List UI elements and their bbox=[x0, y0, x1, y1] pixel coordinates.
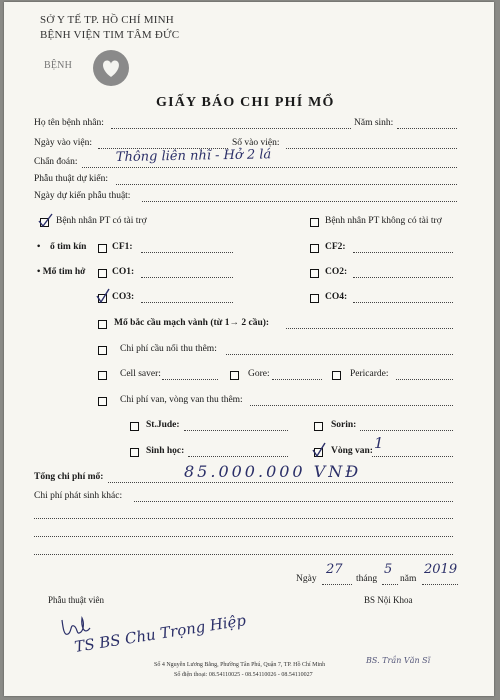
day-field[interactable] bbox=[322, 584, 352, 585]
gore-checkbox[interactable] bbox=[230, 371, 239, 380]
faded-hospital-label: BỆNH bbox=[44, 60, 73, 71]
co3-label: CO3: bbox=[112, 292, 135, 302]
gore-field[interactable] bbox=[272, 379, 322, 380]
co2-field[interactable] bbox=[353, 277, 453, 278]
cf1-field[interactable] bbox=[141, 252, 233, 253]
not-sponsored-checkbox[interactable] bbox=[310, 218, 319, 227]
extra-cost-line-2[interactable] bbox=[34, 518, 453, 519]
extra-cost-label: Chi phí phát sinh khác: bbox=[34, 491, 123, 501]
footer-address: Số 4 Nguyễn Lương Bằng, Phường Tân Phú, Quận 7, TP. Hồ Chí Minh bbox=[154, 662, 326, 668]
dept-name: SỞ Y TẾ TP. HỒ CHÍ MINH bbox=[40, 14, 174, 26]
conduit-field[interactable] bbox=[226, 354, 453, 355]
co3-field[interactable] bbox=[141, 302, 233, 303]
patient-name-field[interactable] bbox=[111, 128, 351, 129]
year-value: 2019 bbox=[424, 562, 458, 577]
co2-checkbox[interactable] bbox=[310, 269, 319, 278]
total-cost-value: 85.000.000 VNĐ bbox=[184, 462, 362, 481]
extra-cost-field[interactable] bbox=[134, 501, 453, 502]
valve-extra-field[interactable] bbox=[250, 405, 453, 406]
form-sheet bbox=[4, 2, 494, 696]
closed-heart-bullet: • bbox=[37, 242, 41, 252]
year-field[interactable] bbox=[422, 584, 458, 585]
year-label: năm bbox=[400, 574, 417, 584]
diagnosis-label: Chẩn đoán: bbox=[34, 157, 78, 167]
conduit-label: Chi phí cầu nối thu thêm: bbox=[120, 344, 217, 354]
gore-label: Gore: bbox=[248, 369, 270, 379]
surgery-date-field[interactable] bbox=[142, 201, 457, 202]
pericarde-label: Pericarde: bbox=[350, 369, 389, 379]
month-value: 5 bbox=[384, 562, 393, 577]
bio-valve-checkbox[interactable] bbox=[130, 448, 139, 457]
valve-extra-label: Chi phí van, vòng van thu thêm: bbox=[120, 395, 243, 405]
day-label: Ngày bbox=[296, 574, 317, 584]
birth-year-label: Năm sinh: bbox=[354, 118, 394, 128]
open-heart-label: • Mổ tim hở bbox=[37, 267, 86, 277]
not-sponsored-label: Bệnh nhân PT không có tài trợ bbox=[325, 216, 442, 226]
pericarde-field[interactable] bbox=[396, 379, 453, 380]
bypass-field[interactable] bbox=[286, 328, 453, 329]
cell-saver-checkbox[interactable] bbox=[98, 371, 107, 380]
st-jude-field[interactable] bbox=[184, 430, 288, 431]
pericarde-checkbox[interactable] bbox=[332, 371, 341, 380]
physician-label: BS Nội Khoa bbox=[364, 595, 413, 605]
bio-valve-label: Sinh học: bbox=[146, 446, 185, 456]
diagnosis-field[interactable] bbox=[82, 167, 457, 168]
co2-label: CO2: bbox=[325, 267, 348, 277]
cf2-field[interactable] bbox=[353, 252, 453, 253]
surgeon-name: TS BS Chu Trọng Hiệp bbox=[73, 611, 248, 656]
checkmark-icon bbox=[311, 442, 327, 458]
heart-logo-icon bbox=[92, 49, 130, 87]
surgery-plan-field[interactable] bbox=[116, 184, 457, 185]
extra-cost-line-4[interactable] bbox=[34, 554, 453, 555]
bypass-checkbox[interactable] bbox=[98, 320, 107, 329]
bio-valve-field[interactable] bbox=[188, 456, 288, 457]
physician-name: BS. Trần Văn Sĩ bbox=[366, 656, 431, 665]
month-field[interactable] bbox=[382, 584, 398, 585]
co4-checkbox[interactable] bbox=[310, 294, 319, 303]
total-cost-field[interactable] bbox=[108, 482, 453, 483]
total-cost-label: Tổng chi phí mổ: bbox=[34, 472, 104, 482]
cell-saver-label: Cell saver: bbox=[120, 369, 161, 379]
surgery-plan-label: Phẫu thuật dự kiến: bbox=[34, 174, 109, 184]
cell-saver-field[interactable] bbox=[162, 379, 218, 380]
birth-year-field[interactable] bbox=[397, 128, 457, 129]
checkmark-icon bbox=[95, 288, 111, 304]
st-jude-checkbox[interactable] bbox=[130, 422, 139, 431]
form-title: GIẤY BÁO CHI PHÍ MỔ bbox=[156, 95, 335, 110]
admit-date-label: Ngày vào viện: bbox=[34, 138, 93, 148]
co1-label: CO1: bbox=[112, 267, 135, 277]
day-value: 27 bbox=[326, 562, 343, 577]
admit-number-field[interactable] bbox=[286, 148, 457, 149]
admit-number-label: Số vào viện: bbox=[232, 138, 280, 148]
ring-quantity: 1 bbox=[374, 434, 384, 452]
footer-phone: Số điện thoại: 08.54110025 - 08.54110026 - 08.54110027 bbox=[174, 672, 313, 678]
co1-checkbox[interactable] bbox=[98, 269, 107, 278]
cf1-label: CF1: bbox=[112, 242, 133, 252]
cf2-label: CF2: bbox=[325, 242, 346, 252]
conduit-checkbox[interactable] bbox=[98, 346, 107, 355]
bypass-label: Mổ bắc cầu mạch vành (từ 1→ 2 cầu): bbox=[114, 318, 270, 328]
sorin-checkbox[interactable] bbox=[314, 422, 323, 431]
closed-heart-label: ổ tim kín bbox=[50, 242, 87, 252]
month-label: tháng bbox=[356, 574, 378, 584]
hospital-name: BỆNH VIỆN TIM TÂM ĐỨC bbox=[40, 29, 180, 41]
co4-field[interactable] bbox=[353, 302, 453, 303]
surgeon-label: Phẫu thuật viên bbox=[48, 595, 104, 605]
extra-cost-line-3[interactable] bbox=[34, 536, 453, 537]
surgery-date-label: Ngày dự kiến phẫu thuật: bbox=[34, 191, 131, 201]
cf1-checkbox[interactable] bbox=[98, 244, 107, 253]
st-jude-label: St.Jude: bbox=[146, 420, 180, 430]
ring-label: Vòng van: bbox=[331, 446, 373, 456]
ring-field[interactable] bbox=[372, 456, 453, 457]
valve-extra-checkbox[interactable] bbox=[98, 397, 107, 406]
co1-field[interactable] bbox=[141, 277, 233, 278]
diagnosis-value: Thông liên nhĩ - Hở 2 lá bbox=[115, 147, 272, 165]
sponsored-label: Bệnh nhân PT có tài trợ bbox=[56, 216, 147, 226]
cf2-checkbox[interactable] bbox=[310, 244, 319, 253]
sorin-label: Sorin: bbox=[331, 420, 357, 430]
patient-name-label: Họ tên bệnh nhân: bbox=[34, 118, 104, 128]
sorin-field[interactable] bbox=[360, 430, 453, 431]
co4-label: CO4: bbox=[325, 292, 348, 302]
checkmark-icon bbox=[37, 212, 53, 228]
